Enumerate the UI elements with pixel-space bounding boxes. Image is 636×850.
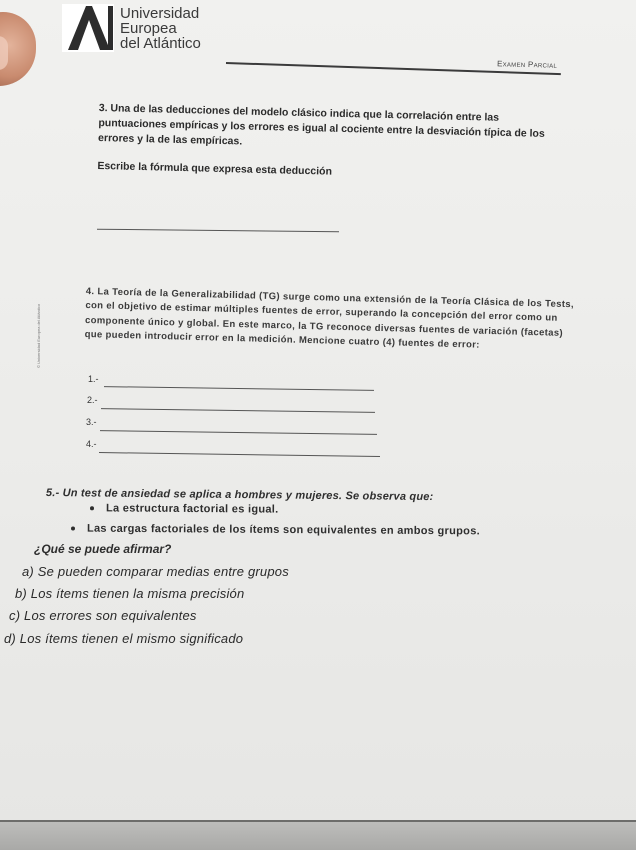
question-5-title: 5.- Un test de ansiedad se aplica a hombres y mujeres. Se observa que: [45, 487, 434, 504]
fingernail [0, 36, 8, 70]
q4-item-4 [86, 439, 100, 449]
q5-bullet-2-text: Las cargas factoriales de los ítems son equivalentes en ambos grupos. [86, 522, 481, 538]
university-line-1: Universidad [120, 5, 200, 22]
university-name [120, 6, 201, 51]
option-d[interactable]: d) Los ítems tienen el mismo significado [4, 631, 244, 646]
q4-item-2-label: 2.- [87, 395, 98, 405]
finger [0, 12, 36, 86]
question-4-text: 4. La Teoría de la Generalizabilidad (TG) surge como una extensión de la Teoría Clásica de los Tests, con el objetivo de estimar múltiples fuentes de error, superando la concepción del error como un componente único y global. En este marco, la TG reconoce diversas fuentes de variación (facetas) que pueden introducir error en la medición. Mencione cuatro (4) fuentes de error: [84, 285, 575, 351]
q4-item-3 [86, 417, 100, 427]
q4-item-1 [88, 374, 102, 384]
university-line-2: Europea [120, 20, 177, 37]
q4-answer-line-2[interactable] [101, 408, 375, 413]
question-3-text: 3. Una de las deducciones del modelo clásico indica que la correlación entre las puntuaciones empíricas y los errores es igual al cociente entre la desviación típica de los errores y la de las empíricas. [97, 101, 545, 148]
option-c[interactable]: c) Los errores son equivalentes [9, 608, 197, 623]
q5-bullet-2 [87, 523, 480, 538]
q4-item-3-label: 3.- [86, 417, 97, 427]
bullet-dot-icon [90, 506, 94, 510]
desk-surface [0, 820, 636, 850]
q4-item-4-label: 4.- [86, 439, 97, 449]
university-logo-icon [62, 4, 114, 52]
question-3-answer-line[interactable] [97, 229, 339, 233]
q4-answer-line-4[interactable] [99, 452, 380, 457]
bullet-dot-icon [71, 527, 75, 531]
option-a[interactable]: a) Se pueden comparar medias entre grupos [22, 564, 289, 579]
question-3-prompt: Escribe la fórmula que expresa esta deducción [97, 159, 333, 178]
q4-answer-line-1[interactable] [104, 386, 374, 391]
university-line-3: del Atlántico [120, 35, 201, 52]
option-b[interactable]: b) Los ítems tienen la misma precisión [15, 586, 245, 601]
q4-item-1-label: 1.- [88, 374, 99, 384]
exam-label: Examen Parcial [496, 59, 558, 70]
q5-bullet-1 [106, 502, 279, 515]
q4-answer-line-3[interactable] [100, 430, 377, 435]
question-3 [97, 101, 569, 185]
side-copyright: © Universidad Europea del Atlántico [36, 303, 41, 368]
q4-item-2 [87, 395, 101, 405]
q5-bullet-1-text: La estructura factorial es igual. [105, 502, 279, 516]
question-5-prompt: ¿Qué se puede afirmar? [34, 542, 172, 556]
